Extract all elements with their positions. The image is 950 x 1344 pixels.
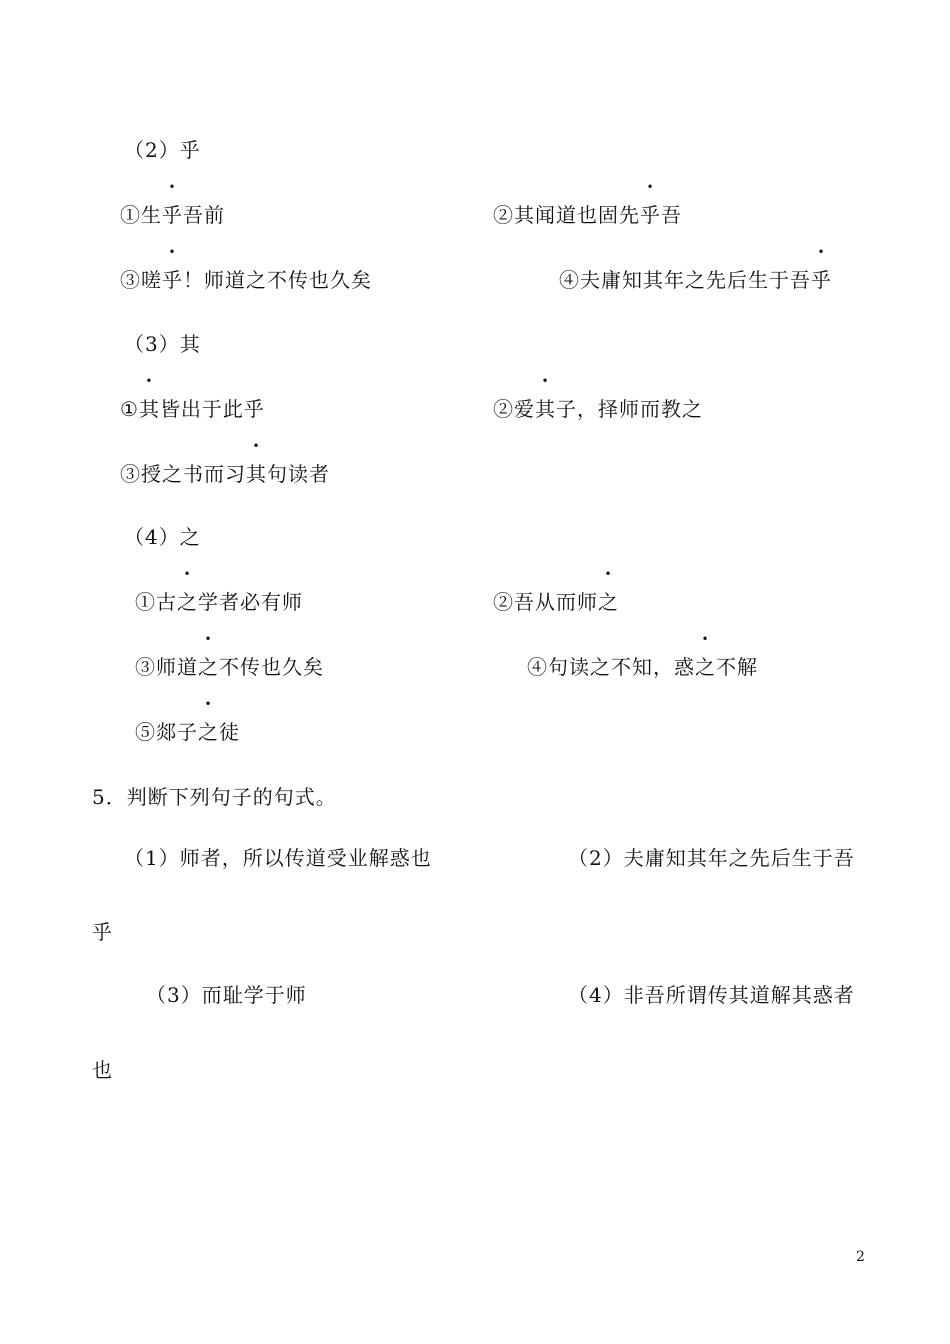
dotted-char: 其 [138, 397, 160, 421]
item-qi-3: ③授之书而习其句读者 [120, 462, 330, 486]
item-qi-1: ①其皆出于此乎 [120, 397, 265, 421]
item-hu-3: ③嗟乎！师道之不传也久矣 [120, 268, 372, 292]
item-hu-1: ①生乎吾前 [120, 203, 225, 227]
item-hu-2: ②其闻道也固先乎吾 [493, 203, 682, 227]
q5-sentence-4: （4）非吾所谓传其道解其惑者 [568, 983, 855, 1007]
dotted-char: 乎 [162, 268, 183, 292]
dotted-char: 乎 [640, 203, 661, 227]
section-header-hu: （2）乎 [124, 138, 201, 162]
q5-sentence-2-wrap: 乎 [92, 920, 113, 944]
section-header-qi: （3）其 [124, 332, 201, 356]
q5-sentence-4-wrap: 也 [92, 1058, 113, 1082]
item-qi-2: ②爱其子，择师而教之 [493, 397, 703, 421]
page-number: 2 [856, 1249, 865, 1265]
dotted-char: 之 [198, 720, 219, 744]
item-zhi-2: ②吾从而师之 [493, 590, 619, 614]
item-zhi-5: ⑤郯子之徒 [135, 720, 240, 744]
dotted-char: 之 [198, 655, 219, 679]
dotted-char: 之 [177, 590, 198, 614]
dotted-char: 之 [695, 655, 716, 679]
item-zhi-1: ①古之学者必有师 [135, 590, 303, 614]
item-zhi-4: ④句读之不知，惑之不解 [527, 655, 758, 679]
q5-sentence-1: （1）师者，所以传道受业解惑也 [124, 846, 432, 870]
item-hu-4: ④夫庸知其年之先后生于吾乎 [559, 268, 832, 292]
dotted-char: 其 [246, 462, 267, 486]
q5-sentence-2: （2）夫庸知其年之先后生于吾 [568, 846, 855, 870]
q5-sentence-3: （3）而耻学于师 [146, 983, 307, 1007]
dotted-char: 之 [598, 590, 619, 614]
dotted-char: 乎 [162, 203, 183, 227]
section-header-zhi: （4）之 [124, 525, 201, 549]
dotted-char: 乎 [811, 268, 832, 292]
dotted-char: 其 [535, 397, 556, 421]
item-zhi-3: ③师道之不传也久矣 [135, 655, 324, 679]
question-5-title: 5．判断下列句子的句式。 [92, 785, 337, 809]
